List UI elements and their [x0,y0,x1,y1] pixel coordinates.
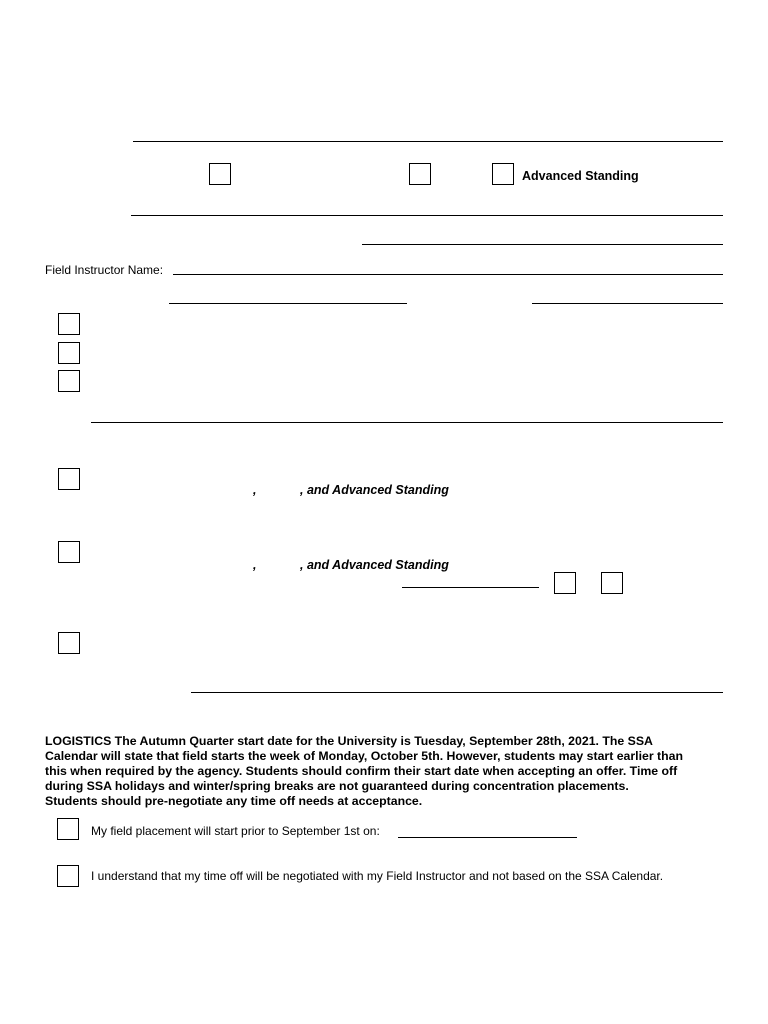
option-1-checkbox[interactable] [58,468,80,490]
list-checkbox-2[interactable] [58,342,80,364]
option-3-blank-line[interactable] [191,692,723,693]
option-2-blank-line[interactable] [402,587,539,588]
section-rule-2 [91,422,723,423]
section-rule-1 [131,215,723,216]
option-2-advanced-standing: , and Advanced Standing [300,558,449,572]
field-instructor-label: Field Instructor Name: [45,263,164,277]
advanced-standing-checkbox[interactable] [492,163,514,185]
logistics-line: Calendar will state that field starts the week of Monday, October 5th. However, students may start earlier than [45,749,684,763]
list-checkbox-1[interactable] [58,313,80,335]
option-2-yes-checkbox[interactable] [554,572,576,594]
top-rule [133,141,723,142]
option-2-no-checkbox[interactable] [601,572,623,594]
option-1-advanced-standing: , and Advanced Standing [300,483,449,497]
option-2-checkbox[interactable] [58,541,80,563]
blank-field-line-1[interactable] [362,244,723,245]
early-start-date-line[interactable] [398,837,577,838]
logistics-line: Students should pre-negotiate any time off needs at acceptance. [45,794,423,808]
list-checkbox-3[interactable] [58,370,80,392]
time-off-checkbox[interactable] [57,865,79,887]
field-instructor-name-line[interactable] [173,274,723,275]
logistics-line: during SSA holidays and winter/spring breaks are not guaranteed during concentration placements. [45,779,629,793]
program-checkbox-2[interactable] [409,163,431,185]
logistics-paragraph [45,734,725,809]
option-2-comma: , [253,558,257,572]
logistics-line: this when required by the agency. Students should confirm their start date when accepting an offer. Time off [45,764,678,778]
time-off-label: I understand that my time off will be negotiated with my Field Instructor and not based on the SSA Calendar. [91,869,664,883]
early-start-checkbox[interactable] [57,818,79,840]
logistics-line: LOGISTICS The Autumn Quarter start date for the University is Tuesday, September 28th, 2021. The SSA [45,734,653,748]
option-1-comma: , [253,483,257,497]
blank-field-line-3[interactable] [532,303,723,304]
early-start-label: My field placement will start prior to September 1st on: [91,824,380,838]
option-3-checkbox[interactable] [58,632,80,654]
blank-field-line-2[interactable] [169,303,407,304]
advanced-standing-label: Advanced Standing [522,169,639,183]
program-checkbox-1[interactable] [209,163,231,185]
